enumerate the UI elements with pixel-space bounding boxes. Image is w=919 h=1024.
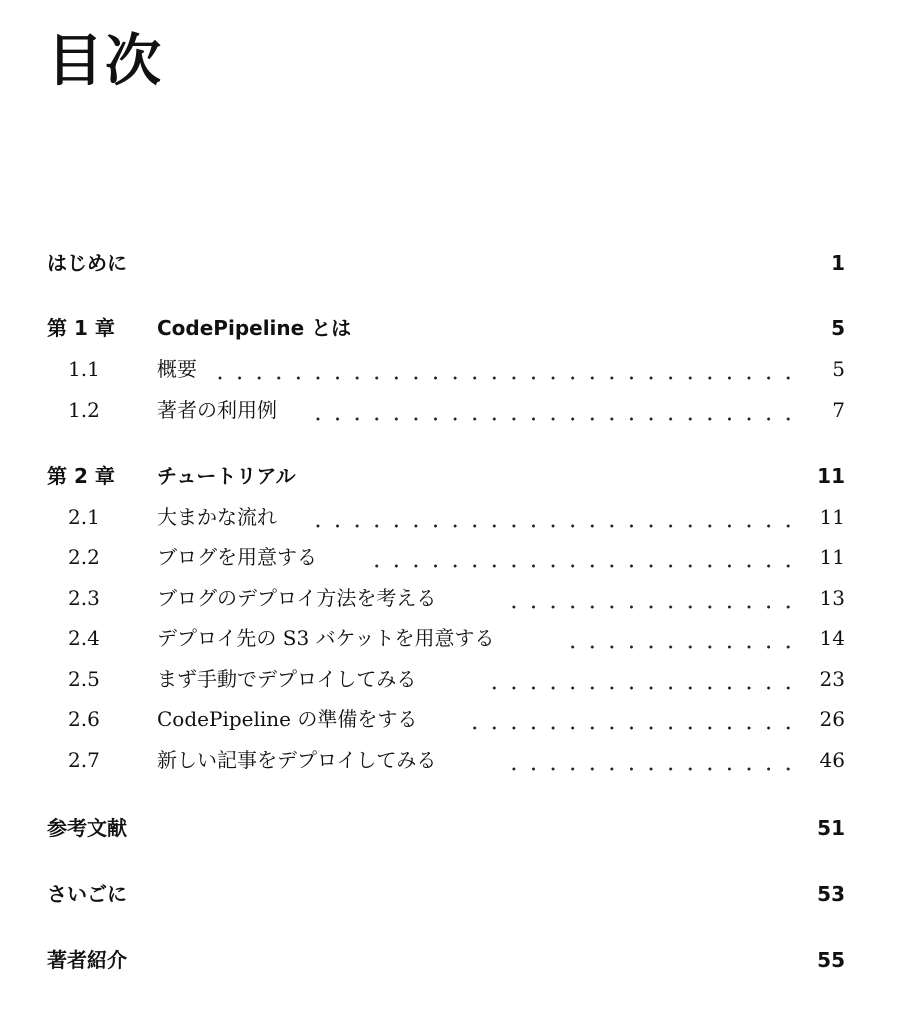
toc-section-number: 2.3 <box>68 586 100 610</box>
toc-entry-page: 13 <box>819 586 845 610</box>
toc-section-number: 1.1 <box>68 357 100 381</box>
toc-entry-page: 53 <box>817 882 845 906</box>
toc-entry-label: 概要 <box>157 357 197 381</box>
toc-entry-back[interactable] <box>0 943 919 977</box>
toc-entry-section[interactable] <box>0 621 919 655</box>
toc-entry-chapter[interactable] <box>0 311 919 345</box>
toc-chapter-number: 第 1 章 <box>47 316 115 340</box>
toc-entry-section[interactable] <box>0 743 919 777</box>
toc-section-number: 2.4 <box>68 626 100 650</box>
toc-entry-label: 著者の利用例 <box>157 398 277 422</box>
toc-entry-label: 著者紹介 <box>47 948 127 972</box>
toc-entry-page: 14 <box>819 626 845 650</box>
toc-entry-page: 23 <box>819 667 845 691</box>
toc-entry-section[interactable] <box>0 500 919 534</box>
toc-entry-label: CodePipeline とは <box>157 316 352 340</box>
toc-section-number: 2.1 <box>68 505 100 529</box>
toc-entry-page: 1 <box>831 251 845 275</box>
toc-entry-page: 5 <box>831 316 845 340</box>
toc-entry-back[interactable] <box>0 877 919 911</box>
toc-entry-label: ブログを用意する <box>157 545 317 569</box>
toc-entry-page: 7 <box>832 398 845 422</box>
toc-entry-label: 大まかな流れ <box>157 505 277 529</box>
toc-entry-label: さいごに <box>47 882 127 906</box>
dot-leader <box>464 702 798 736</box>
toc-entry-section[interactable] <box>0 393 919 427</box>
toc-entry-section[interactable] <box>0 352 919 386</box>
toc-entry-label: 新しい記事をデプロイしてみる <box>157 748 437 772</box>
toc-entry-label: 参考文献 <box>47 816 127 840</box>
toc-entry-section[interactable] <box>0 662 919 696</box>
toc-section-number: 2.6 <box>68 707 100 731</box>
toc-entry-label: はじめに <box>47 251 127 275</box>
dot-leader <box>503 581 798 615</box>
toc-section-number: 2.5 <box>68 667 100 691</box>
toc-section-number: 2.7 <box>68 748 100 772</box>
dot-leader <box>503 743 798 777</box>
toc-entry-page: 11 <box>817 464 845 488</box>
toc-chapter-number: 第 2 章 <box>47 464 115 488</box>
page-title: 目次 <box>47 29 163 94</box>
toc-entry-page: 26 <box>819 707 845 731</box>
toc-entry-label: ブログのデプロイ方法を考える <box>157 586 437 610</box>
dot-leader <box>214 352 798 386</box>
toc-entry-label: まず手動でデプロイしてみる <box>157 667 417 691</box>
toc-entry-page: 5 <box>832 357 845 381</box>
toc-entry-front[interactable] <box>0 246 919 280</box>
toc-entry-page: 11 <box>819 545 845 569</box>
toc-section-number: 1.2 <box>68 398 100 422</box>
toc-entry-label: チュートリアル <box>157 464 296 488</box>
dot-leader <box>306 393 798 427</box>
toc-entry-chapter[interactable] <box>0 459 919 493</box>
toc-section-number: 2.2 <box>68 545 100 569</box>
toc-entry-back[interactable] <box>0 811 919 845</box>
toc-entry-label: デプロイ先の S3 バケットを用意する <box>157 626 495 650</box>
toc-entry-page: 46 <box>819 748 845 772</box>
dot-leader <box>306 500 798 534</box>
toc-entry-section[interactable] <box>0 702 919 736</box>
toc-entry-page: 51 <box>817 816 845 840</box>
dot-leader <box>562 621 798 655</box>
toc-entry-label: CodePipeline の準備をする <box>157 707 418 731</box>
dot-leader <box>366 540 798 574</box>
toc-entry-section[interactable] <box>0 540 919 574</box>
dot-leader <box>484 662 798 696</box>
toc-entry-page: 55 <box>817 948 845 972</box>
toc-entry-section[interactable] <box>0 581 919 615</box>
toc-entry-page: 11 <box>819 505 845 529</box>
